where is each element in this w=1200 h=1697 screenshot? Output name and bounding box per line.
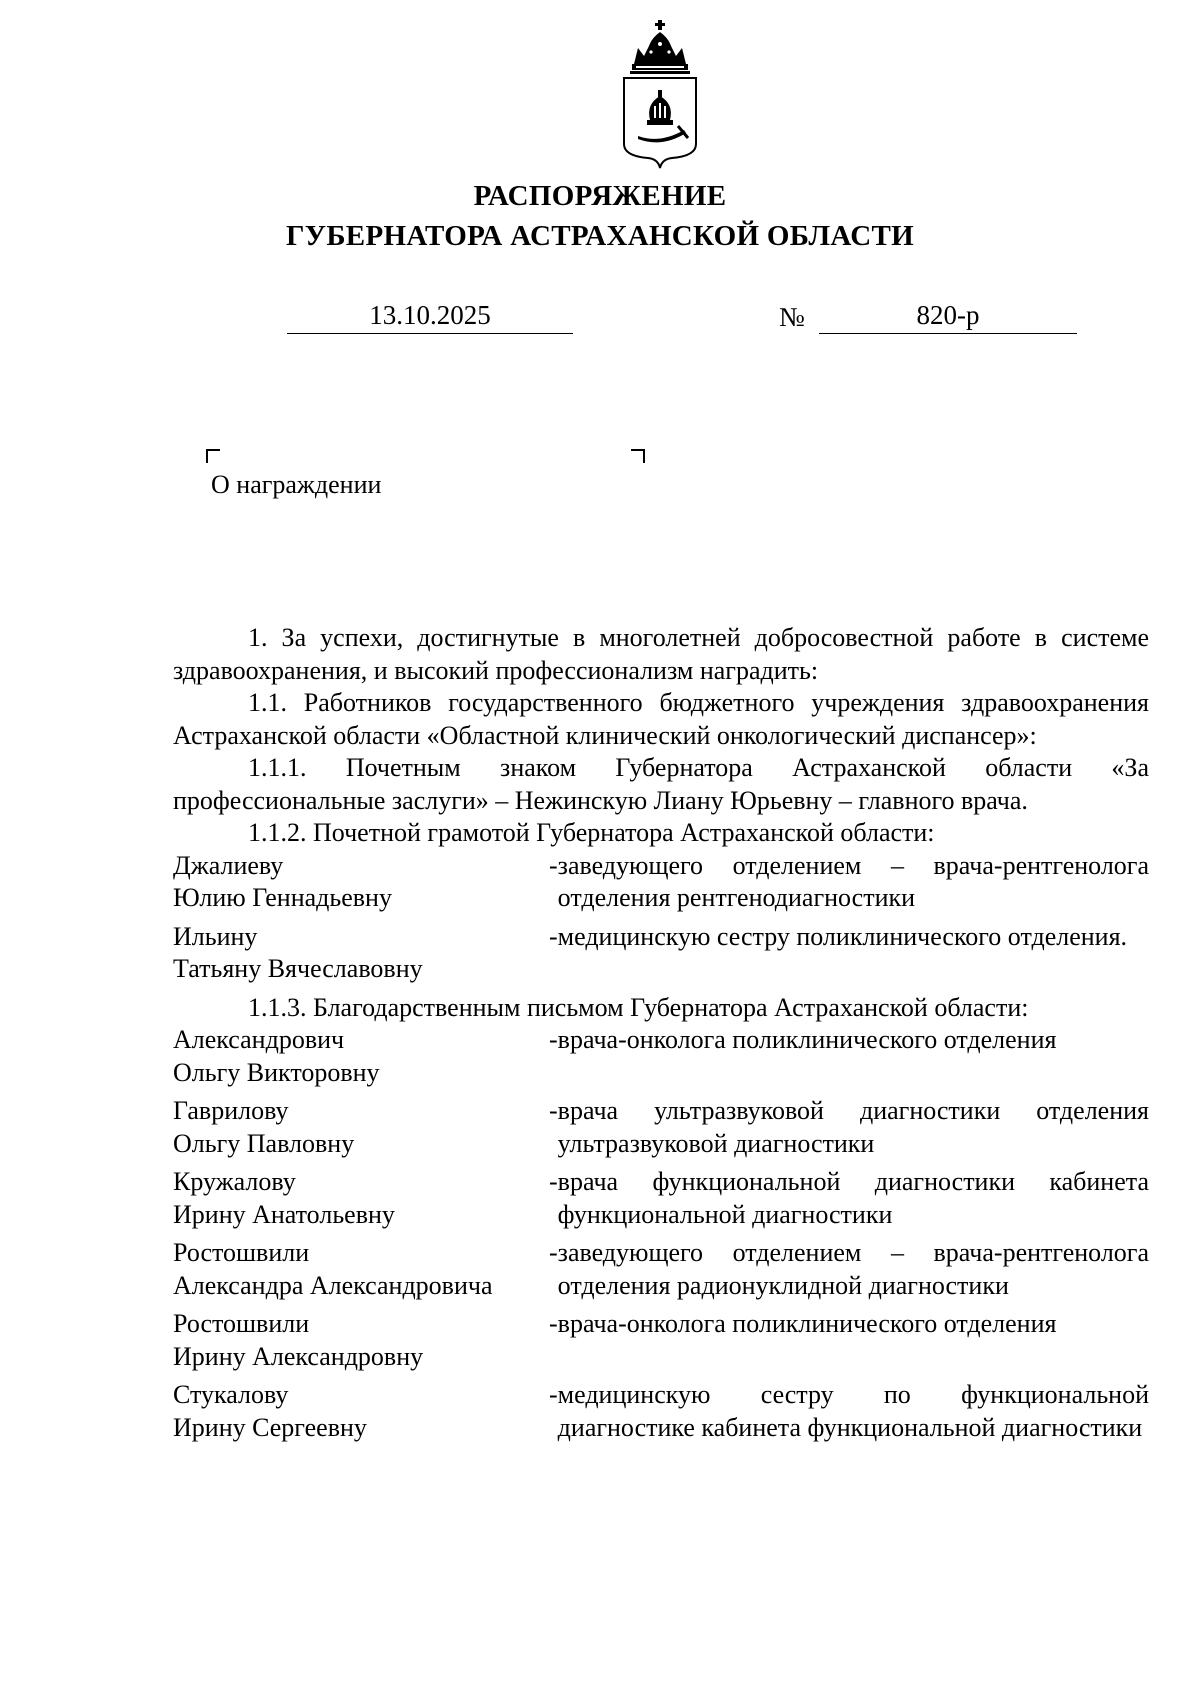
awardee-position: врача-онколога поликлинического отделения [557,1309,1057,1338]
awardee-name [173,921,549,986]
paragraph-1: 1. За успехи, достигнутые в многолетней добросовестной работе в системе здравоохранения, и высокий профессионализм наградить: [173,623,1149,685]
number-sign: № [779,302,805,332]
awardee-surname: Кружалову [173,1167,296,1196]
awardee-name [173,1095,549,1160]
document-number: 820-р [916,300,980,330]
paragraph-1-1: 1.1. Работников государственного бюджетного учреждения здравоохранения Астраханской области «Областной клинический онкологический диспансер»: [173,688,1149,750]
awardee-given-names: Ольгу Павловну [173,1128,355,1158]
list-dash: - [549,1380,558,1409]
awardee-name [173,1308,549,1373]
awardee-given-names: Ирину Анатольевну [173,1199,395,1229]
subject-corner-left [206,449,220,463]
awardee-position: врача ультразвуковой диагностики отделения ультразвуковой диагностики [557,1096,1149,1158]
awardee-given-names: Юлию Геннадьевну [173,883,392,912]
award-row [173,1379,1149,1444]
awardee-surname: Ильину [173,921,258,951]
awardee-name [173,1237,549,1302]
awardee-name [173,1024,549,1089]
award-row [173,1024,1149,1089]
awardee-given-names: Александра Александровича [173,1270,493,1300]
awardee-given-names: Ирину Александровну [173,1341,424,1371]
awardee-given-names: Татьяну Вячеславовну [173,954,423,983]
letters-list [173,1024,1149,1444]
awardee-surname: Гаврилову [173,1096,289,1125]
awardee-position: медицинскую сестру поликлинического отделения. [557,921,1128,951]
awardee-surname: Александрович [173,1025,345,1054]
awardee-surname: Ростошвили [173,1309,310,1338]
list-dash: - [549,1096,558,1125]
list-dash: - [549,1167,558,1196]
number-underline [819,333,1077,334]
awardee-given-names: Ольгу Викторовну [173,1057,380,1087]
gramota-list [173,850,1149,986]
list-dash: - [549,850,558,880]
awardee-position: врача функциональной диагностики кабинета функциональной диагностики [557,1167,1149,1229]
awardee-position: врача-онколога поликлинического отделения [557,1025,1057,1054]
award-row [173,1237,1149,1302]
list-dash: - [549,921,558,951]
awardee-surname: Джалиеву [173,850,284,880]
paragraph-1-1-3: 1.1.3. Благодарственным письмом Губернатора Астраханской области: [248,992,1029,1022]
award-row [173,850,1149,915]
awardee-name [173,850,549,915]
award-row [173,1166,1149,1231]
award-row [173,1308,1149,1373]
awardee-name [173,1166,549,1231]
awardee-given-names: Ирину Сергеевну [173,1412,367,1442]
award-row [173,1095,1149,1160]
awardee-position: заведующего отделением – врача-рентгенолога отделения радионуклидной диагностики [557,1238,1149,1300]
document-title: РАСПОРЯЖЕНИЕ [473,180,727,212]
document-body [173,622,1149,1450]
awardee-surname: Стукалову [173,1380,289,1409]
list-dash: - [549,1309,558,1338]
list-dash: - [549,1238,558,1267]
awardee-surname: Ростошвили [173,1238,310,1267]
document-issuer: ГУБЕРНАТОРА АСТРАХАНСКОЙ ОБЛАСТИ [286,220,914,252]
awardee-name [173,1379,549,1444]
award-row [173,921,1149,986]
awardee-position: заведующего отделением – врача-рентгенолога отделения рентгенодиагностики [557,850,1149,912]
document-date: 13.10.2025 [369,300,491,330]
paragraph-1-1-1: 1.1.1. Почетным знаком Губернатора Астраханской области «За профессиональные заслуги» – Нежинскую Лиану Юрьевну – главного врача. [173,753,1149,815]
list-dash: - [549,1025,558,1054]
subject-corner-right [631,449,645,463]
awardee-position: медицинскую сестру по функциональной диагностике кабинета функциональной диагностики [557,1380,1149,1442]
date-underline [287,333,573,334]
paragraph-1-1-2: 1.1.2. Почетной грамотой Губернатора Астраханской области: [248,818,935,847]
document-subject: О награждении [211,470,382,499]
coat-of-arms-emblem [618,18,702,170]
